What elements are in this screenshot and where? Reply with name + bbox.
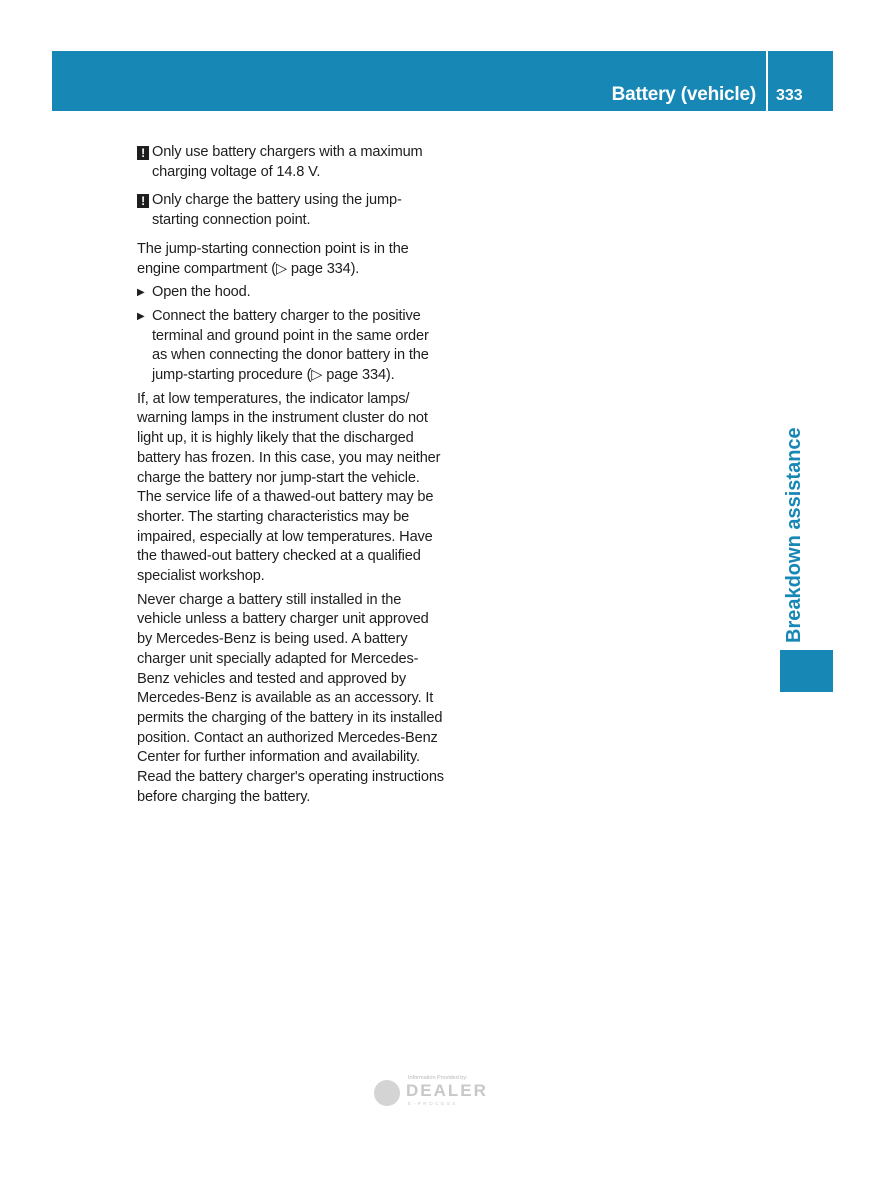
warning-icon: ! (137, 146, 149, 160)
warning-note-2 (137, 191, 447, 230)
step-arrow-icon: ▶ (137, 310, 145, 322)
paragraph-2: If, at low temperatures, the indicator lamps/ warning lamps in the instrument cluster do not light up, it is highly likely that the discharged battery has frozen. In this case, you may neither charge the battery nor jump-start the vehicle. The service life of a thawed-out battery may be shorter. The starting characteristics may be impaired, especially at low temperatures. Have the thawed-out battery checked at a qualified specialist workshop. (137, 390, 441, 585)
watermark (372, 1075, 507, 1113)
watermark-caption: Information Provided by: (408, 1075, 468, 1081)
side-tab-label-container (779, 405, 809, 643)
warning-icon: ! (137, 194, 149, 208)
page-number: 333 (776, 87, 803, 104)
page-title: Battery (vehicle) (611, 84, 756, 105)
step-text-2: Connect the battery charger to the positive terminal and ground point in the same order as when connecting the donor battery in the jump-starting procedure (▷ page 334). (152, 307, 429, 384)
warning-text-1: Only use battery chargers with a maximum charging voltage of 14.8 V. (152, 144, 423, 180)
main-content (137, 143, 447, 812)
side-tab-label: Breakdown assistance (783, 427, 805, 643)
step-2 (137, 307, 447, 386)
step-arrow-icon: ▶ (137, 287, 145, 299)
paragraph-3: Never charge a battery still installed in the vehicle unless a battery charger unit approved by Mercedes-Benz is being used. A battery charger unit specially adapted for Mercedes-Benz vehicles and tested and approved by Mercedes-Benz is available as an accessory. It permits the charging of the battery in its installed position. Contact an authorized Mercedes-Benz Center for further information and availability. Read the battery charger's operating instructions before charging the battery. (137, 591, 444, 805)
watermark-tagline: E-PROCESS (408, 1101, 458, 1106)
warning-note-1 (137, 143, 447, 182)
watermark-logo-icon (374, 1080, 400, 1106)
step-1 (137, 283, 447, 303)
side-tab-marker (780, 650, 833, 692)
paragraph-1: The jump-starting connection point is in the engine compartment (▷ page 334). (137, 240, 409, 277)
warning-text-2: Only charge the battery using the jump-starting connection point. (152, 192, 402, 229)
watermark-brand: DEALER (406, 1081, 488, 1100)
header-divider (766, 51, 768, 111)
step-text-1: Open the hood. (152, 284, 251, 301)
